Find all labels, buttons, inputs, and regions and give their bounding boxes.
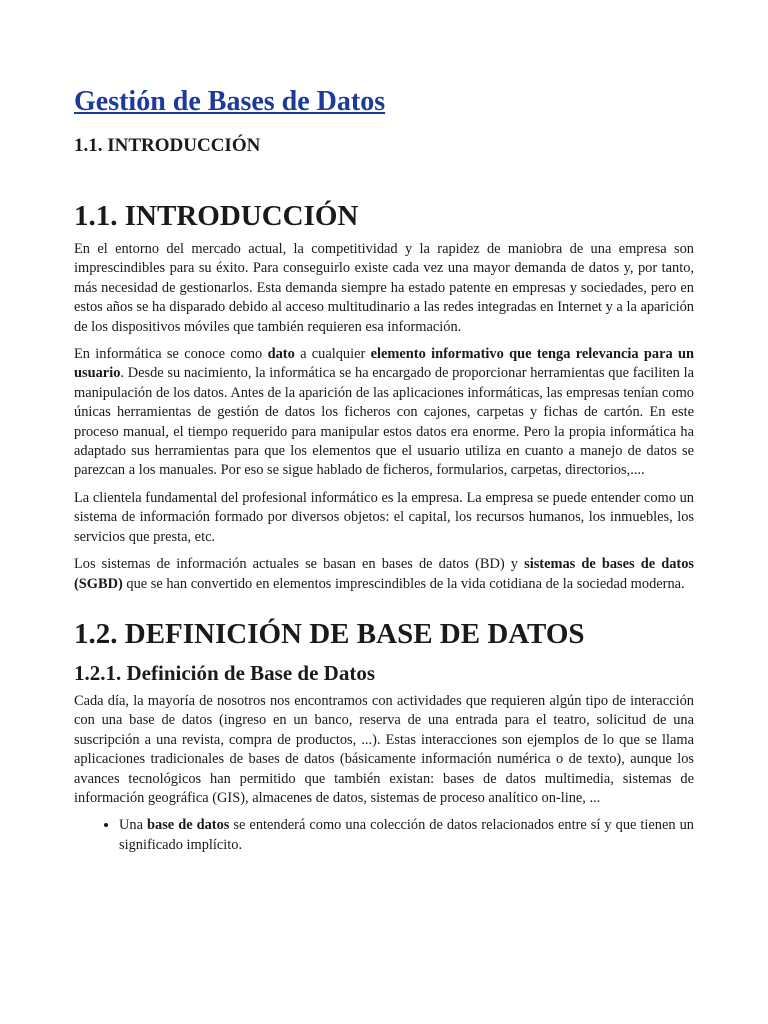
paragraph-intro-4 [74, 555, 694, 594]
toc-entry-introduccion: 1.1. INTRODUCCIÓN [74, 135, 261, 156]
text-run: . Desde su nacimiento, la informática se ha encargado de proporcionar herramientas que faciliten la manipulación de los datos. Antes de la aparición de las aplicaciones informáticas, las empresas tenían como únicas herramientas de gestión de datos los ficheros con cajones, carpetas y fichas de cartón. En este proceso manual, el tiempo requerido para manipular estos datos era enorme. Pero la propia informática ha adaptado sus herramientas para que los elementos que el usuario utiliza en cuanto a manejo de datos se parezcan a los manuales. Por eso se sigue hablado de ficheros, formularios, carpetas, directorios,.... [74, 365, 694, 479]
text-run: Los sistemas de información actuales se basan en bases de datos (BD) y [74, 556, 525, 573]
text-run: que se han convertido en elementos imprescindibles de la vida cotidiana de la sociedad moderna. [122, 575, 685, 592]
text-run: En informática se conoce como [74, 346, 268, 363]
bold-term-dato: dato [267, 346, 295, 363]
bold-term-base-de-datos: base de datos [147, 817, 230, 834]
paragraph-intro-2 [74, 345, 694, 481]
paragraph-intro-3: La clientela fundamental del profesional informático es la empresa. La empresa se puede entender como un sistema de información formado por diversos objetos: el capital, los recursos humanos, los inmuebles, los servicios que presta, etc. [74, 489, 694, 545]
subsection-heading-definicion: 1.2.1. Definición de Base de Datos [74, 660, 375, 685]
bullet-list [74, 816, 694, 855]
text-run: Una [119, 817, 147, 834]
text-run: a cualquier [294, 346, 371, 363]
bold-term-sgbd: sistemas de bases de datos (SGBD) [74, 556, 694, 592]
paragraph-definicion-1: Cada día, la mayoría de nosotros nos encontramos con actividades que requieren algún tipo de interacción con una base de datos (ingreso en un banco, reserva de una entrada para el teatro, solicitud de una suscripción a una revista, compra de productos, ...). Estas interacciones son ejemplos de lo que se llama aplicaciones tradicionales de bases de datos (básicamente información numérica o de texto), aunque los avances tecnológicos han permitido que también existan: bases de datos multimedia, sistemas de información geográfica (GIS), almacenes de datos, sistemas de proceso analítico on-line, ... [74, 692, 694, 806]
paragraph-intro-1: En el entorno del mercado actual, la competitividad y la rapidez de maniobra de una empresa son imprescindibles para su éxito. Para conseguirlo existe cada vez una mayor demanda de datos y, por tanto, más necesidad de gestionarlos. Esta demanda siempre ha estado patente en empresas y sociedades, pero en estos años se ha disparado debido al acceso multitudinario a las redes integradas en Internet y a la aparición de los dispositivos móviles que también requieren esa información. [74, 241, 694, 335]
bold-definition-dato: elemento informativo que tenga relevancia para un usuario [74, 346, 694, 382]
text-run: se entenderá como una colección de datos relacionados entre sí y que tienen un significado implícito. [119, 817, 694, 853]
document-title-link[interactable]: Gestión de Bases de Datos [74, 86, 386, 117]
list-item [119, 816, 694, 855]
section-heading-definicion: 1.2. DEFINICIÓN DE BASE DE DATOS [74, 617, 585, 650]
section-heading-introduccion: 1.1. INTRODUCCIÓN [74, 200, 359, 232]
